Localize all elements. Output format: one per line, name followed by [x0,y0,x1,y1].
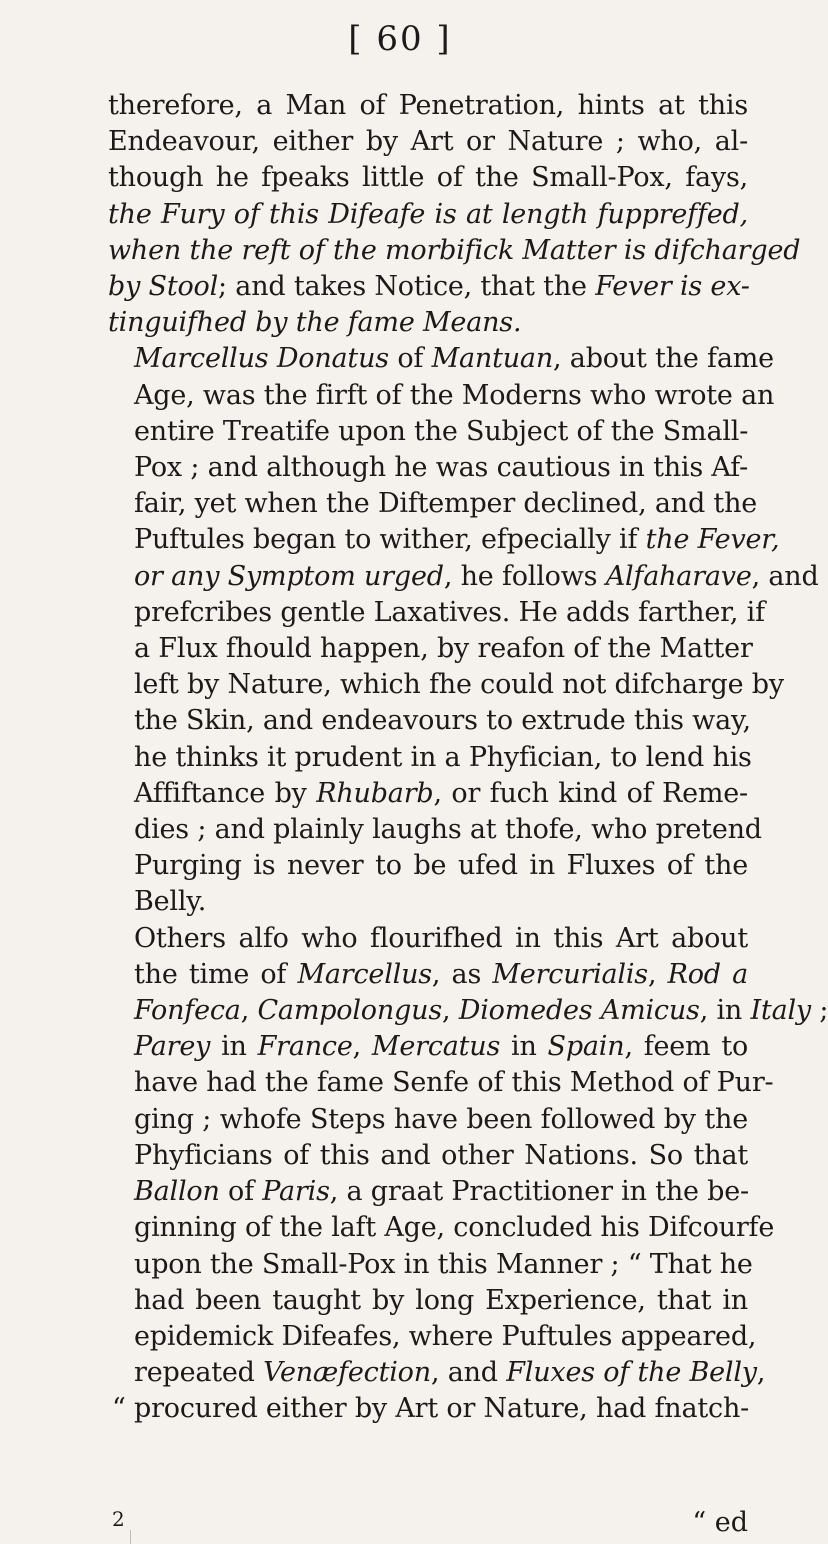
text-run: , and [430,1357,507,1389]
text-run: Others alfo who flourifhed in this Art about [134,922,748,954]
binding-shadow-line [130,1530,131,1544]
text-run: procured either by Art or Nature, had fnatch- [134,1393,750,1425]
text-run: , feem to [624,1031,749,1063]
text-line [108,124,748,160]
text-run: entire Treatife upon the Subject of the Small- [134,415,749,447]
italic-run: Parey [134,1031,211,1063]
text-run: , and [751,560,819,592]
italic-run: Paris [262,1176,330,1208]
italic-run: Mercatus [371,1031,501,1063]
text-line [108,341,774,377]
paragraph [108,921,828,1428]
text-run: , in [699,995,751,1027]
text-run: upon the Small-Pox in this Manner ; “ That he [134,1248,753,1280]
italic-run: France [257,1031,353,1063]
italic-run: Rod a [667,958,748,990]
text-line [108,1391,748,1427]
text-run: , [352,1031,372,1063]
signature-mark: 2 [112,1507,125,1531]
text-run: of [388,343,432,375]
text-run: , about the fame [553,343,774,375]
text-run: , as [431,958,493,990]
text-line [108,1247,753,1283]
italic-run: Italy [750,995,811,1027]
text-run: , [756,1357,766,1389]
text-line [108,993,828,1029]
text-line [108,450,748,486]
text-line [108,667,784,703]
text-run: Endeavour, either by Art or Nature ; who, al- [108,126,748,158]
text-run: the Skin, and endeavours to extrude this way, [134,705,751,737]
text-line [108,559,819,595]
page-number: [ 60 ] [348,19,452,59]
italic-run: the Fury of this Difeafe is at length fuppreffed, [108,198,748,230]
text-run: ; and takes Notice, that the [218,271,596,303]
italic-run: or any Symptom urged [134,560,444,592]
body-text [108,88,828,1428]
italic-run: Alfaharave [605,560,752,592]
text-line [108,160,748,196]
text-line [108,1065,774,1101]
text-run: therefore, a Man of Penetration, hints at this [108,90,748,121]
text-line [108,414,748,450]
text-line [108,884,748,920]
text-line [108,740,752,776]
text-line [108,703,751,739]
text-line [108,595,765,631]
text-run: Belly. [134,886,207,918]
text-run: , [647,958,668,990]
text-run: , [240,995,258,1027]
text-run: left by Nature, which fhe could not difcharge by [134,669,784,701]
italic-run: when the reft of the morbifick Matter is difcharged [108,234,801,266]
text-line [108,1029,748,1065]
text-line [108,1102,748,1138]
text-run: ginning of the laft Age, concluded his Difcourfe [134,1212,775,1244]
text-line [108,1210,775,1246]
text-run: fair, yet when the Diftemper declined, and the [134,488,758,520]
paragraph [108,341,819,920]
text-line [108,812,762,848]
text-line [108,233,801,269]
text-line [108,197,748,233]
text-run: Age, was the firft of the Moderns who wrote an [134,379,775,411]
text-line [108,1283,748,1319]
text-run: , [441,995,459,1027]
italic-run: Mantuan [431,343,554,375]
paragraph [108,88,801,341]
italic-run: by Stool [108,271,219,303]
text-run: , a graat Practitioner in the be- [329,1176,749,1208]
text-line [108,631,753,667]
text-run: ; [810,995,828,1027]
italic-run: Marcellus [297,958,432,990]
italic-run: Campolongus [257,995,442,1027]
italic-run: Diomedes Amicus [458,995,700,1027]
text-run: epidemick Difeafes, where Puftules appeared, [134,1320,757,1352]
text-line [108,1138,748,1174]
text-run: Affiftance by [134,777,317,809]
text-line [108,957,748,993]
text-run: , or fuch kind of Reme- [433,777,748,809]
italic-run: Fonfeca [134,995,241,1027]
text-line [108,1319,757,1355]
text-run: dies ; and plainly laughs at thofe, who pretend [134,814,762,846]
italic-run: tinguifhed by the fame Means. [108,307,522,339]
italic-run: Marcellus Donatus [134,343,389,375]
italic-run: Venæfection [263,1357,431,1389]
text-run: he thinks it prudent in a Phyfician, to lend his [134,741,752,773]
text-run: of [219,1176,263,1208]
text-run: , he follows [443,560,606,592]
text-line [108,378,775,414]
text-line [108,522,780,558]
catchword: “ ed [692,1507,748,1538]
text-line [108,88,748,124]
text-line [108,1355,766,1391]
italic-run: Fever is ex- [595,271,750,303]
italic-run: Ballon [134,1176,220,1208]
text-run: though he fpeaks little of the Small-Pox, fays, [108,162,748,194]
italic-run: Rhubarb [316,777,434,809]
text-run: Pox ; and although he was cautious in this Af- [134,452,748,484]
italic-run: Spain [547,1031,625,1063]
text-line [108,486,758,522]
text-run: a Flux fhould happen, by reafon of the Matter [134,633,753,665]
italic-run: Fluxes of the Belly [506,1357,757,1389]
text-line [108,305,748,341]
text-line [108,776,748,812]
text-run: the time of [134,958,298,990]
text-run: in [500,1031,548,1063]
text-run: Purging is never to be ufed in Fluxes of the [134,850,748,882]
text-run: Phyficians of this and other Nations. So that [134,1139,748,1171]
italic-run: the Fever, [645,524,780,556]
text-run: prefcribes gentle Laxatives. He adds farther, if [134,596,765,628]
text-run: repeated [134,1357,264,1389]
text-run: Puftules began to wither, efpecially if [134,524,646,556]
text-run: had been taught by long Experience, that in [134,1284,748,1316]
text-run: ging ; whofe Steps have been followed by the [134,1103,748,1135]
text-line [108,848,748,884]
italic-run: Mercurialis [492,958,648,990]
text-line [108,921,748,957]
text-run: in [210,1031,258,1063]
text-line [108,1174,748,1210]
text-run: have had the fame Senfe of this Method of Pur- [134,1067,774,1099]
text-line [108,269,748,305]
